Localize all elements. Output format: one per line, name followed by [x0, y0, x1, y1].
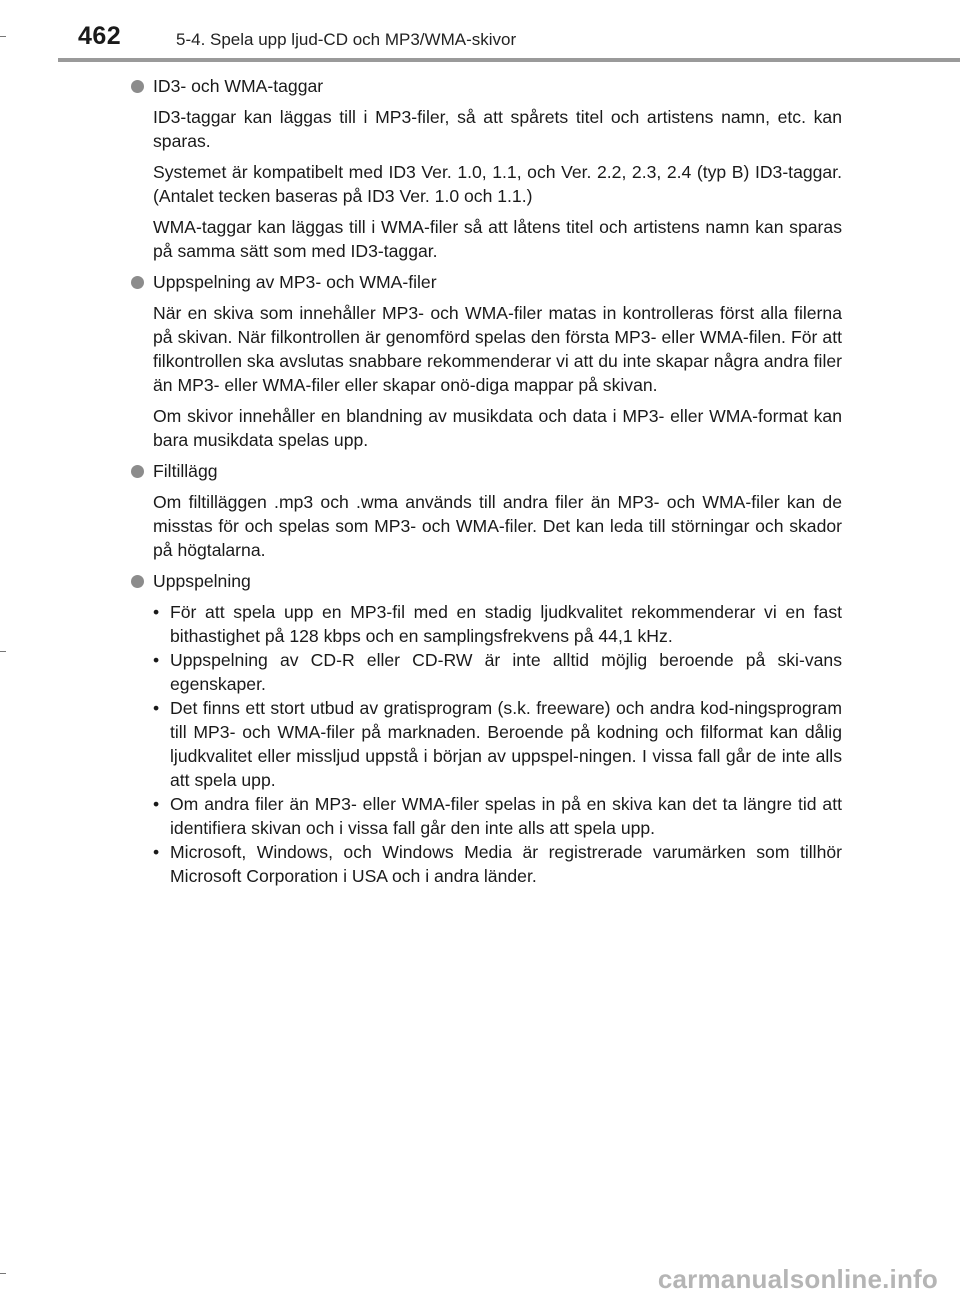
bullet-dot-icon [131, 80, 144, 93]
topic-heading-text: ID3- och WMA-taggar [153, 76, 324, 96]
list-bullet: • [153, 602, 160, 622]
list-item-text: Om andra filer än MP3- eller WMA-filer spelas in på en skiva kan det ta längre tid att identifiera skivan och i vissa fall går den inte alls att spela upp. [170, 794, 842, 838]
crop-mark [0, 36, 6, 37]
topic-heading [132, 459, 842, 483]
list-item-text: För att spela upp en MP3-fil med en stadig ljudkvalitet rekommenderar vi en fast bithastighet på 128 kbps och en samplingsfrekvens på 44,1 kHz. [170, 602, 842, 646]
list-item-text: Uppspelning av CD-R eller CD-RW är inte alltid möjlig beroende på ski-vans egenskaper. [170, 650, 842, 694]
section-title: 5-4. Spela upp ljud-CD och MP3/WMA-skivor [176, 30, 517, 49]
bullet-dot-icon [131, 465, 144, 478]
paragraph: Om filtilläggen .mp3 och .wma används till andra filer än MP3- och WMA-filer kan de misstas för och spelas som MP3- och WMA-filer. Det kan leda till störningar och skador på högtalarna. [153, 492, 842, 560]
topic-playback-mp3-wma [132, 270, 842, 452]
topic-heading [132, 270, 842, 294]
list-item [153, 696, 842, 792]
topic-heading-text: Filtillägg [153, 461, 218, 481]
list-bullet: • [153, 650, 160, 670]
main-content [132, 74, 842, 895]
list-item [153, 792, 842, 840]
topic-id3-wma-tags [132, 74, 842, 263]
paragraph: WMA-taggar kan läggas till i WMA-filer så att låtens titel och artistens namn kan sparas på samma sätt som med ID3-taggar. [153, 217, 842, 261]
bullet-dot-icon [131, 276, 144, 289]
topic-file-extensions [132, 459, 842, 562]
list-bullet: • [153, 698, 160, 718]
list-bullet: • [153, 794, 160, 814]
paragraph: ID3-taggar kan läggas till i MP3-filer, så att spårets titel och artistens namn, etc. kan sparas. [153, 107, 842, 151]
page-number: 462 [78, 22, 122, 50]
crop-mark [0, 651, 6, 652]
list-bullet: • [153, 842, 160, 862]
bullet-dot-icon [131, 575, 144, 588]
list-item-text: Microsoft, Windows, och Windows Media är registrerade varumärken som tillhör Microsoft Corporation i USA och i andra länder. [170, 842, 842, 886]
paragraph: När en skiva som innehåller MP3- och WMA-filer matas in kontrolleras först alla filerna på skivan. När filkontrollen är genomförd spelas den första MP3- eller WMA-filen. För att filkontrollen ska avslutas snabbare rekommenderar vi att du inte skapar några andra filer än MP3- eller WMA-filer eller skapar onö-diga mappar på skivan. [153, 303, 842, 395]
list-item [153, 648, 842, 696]
paragraph: Systemet är kompatibelt med ID3 Ver. 1.0, 1.1, och Ver. 2.2, 2.3, 2.4 (typ B) ID3-taggar. (Antalet tecken baseras på ID3 Ver. 1.0 och 1.1.) [153, 162, 842, 206]
topic-playback [132, 569, 842, 888]
topic-heading [132, 74, 842, 98]
list-item-text: Det finns ett stort utbud av gratisprogram (s.k. freeware) och andra kod-ningsprogram till MP3- och WMA-filer på marknaden. Beroende på kodning och filformat kan dålig ljudkvalitet eller missljud uppstå i början av uppspel-ningen. I vissa fall går de inte alls att spela upp. [170, 698, 842, 790]
header-rule [58, 58, 960, 62]
playback-item-list [153, 600, 842, 888]
list-item [153, 600, 842, 648]
list-item [153, 840, 842, 888]
paragraph: Om skivor innehåller en blandning av musikdata och data i MP3- eller WMA-format kan bara musikdata spelas upp. [153, 406, 842, 450]
watermark: carmanualsonline.info [657, 1264, 938, 1294]
topic-heading [132, 569, 842, 593]
crop-mark [0, 1273, 6, 1274]
topic-heading-text: Uppspelning [153, 571, 251, 591]
topic-heading-text: Uppspelning av MP3- och WMA-filer [153, 272, 437, 292]
